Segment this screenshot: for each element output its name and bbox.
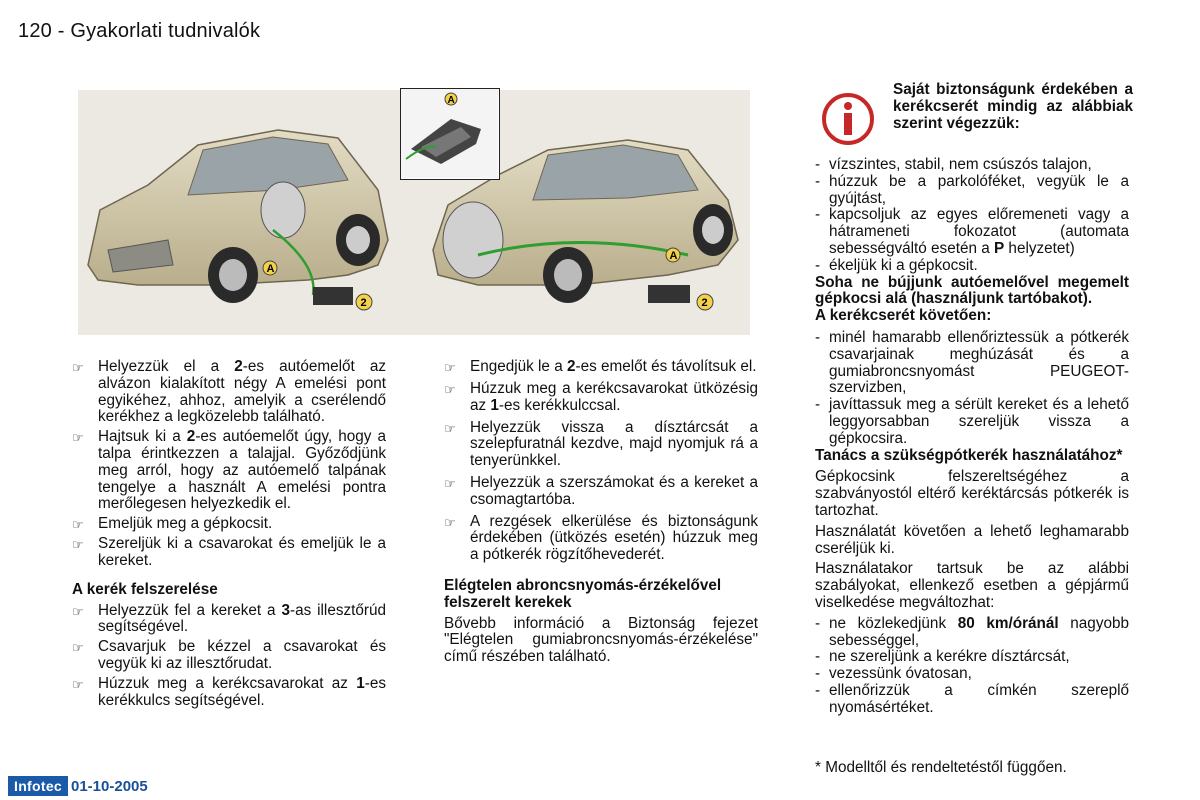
page-title: 120 - Gyakorlati tudnivalók (18, 20, 261, 42)
advice-paragraph: Használatakor tartsuk be az alábbi szabályokat, ellenkező esetben a gépjármű viselkedése megváltozhat: (815, 560, 1129, 611)
bullet-hand-icon: ☞ (72, 430, 84, 446)
print-date: 01-10-2005 (71, 777, 148, 795)
list-item: - kapcsoljuk az egyes előremeneti vagy a hátrameneti fokozatot (automata sebességváltó esetén a P helyzetet) (815, 206, 1129, 257)
section-paragraph: Bővebb információ a Biztonság fejezet "Elégtelen gumiabroncsnyomás-érzékelése" című részében található. (444, 614, 758, 666)
list-item: - ne közlekedjünk 80 km/óránál nagyobb sebességgel, (815, 614, 1129, 649)
bullet-hand-icon: ☞ (72, 640, 84, 656)
bullet-hand-icon: ☞ (72, 360, 84, 375)
bullet-hand-icon: ☞ (72, 603, 84, 619)
list-item: ☞ Helyezzük fel a kereket a 3-as illesztőrúd segítségével. (72, 601, 386, 636)
footnote: * Modelltől és rendeltetéstől függően. (815, 759, 1067, 776)
list-item: ☞ Húzzuk meg a kerékcsavarokat az 1-es kerékkulcs segítségével. (72, 674, 386, 709)
list-item: ☞ Húzzuk meg a kerékcsavarokat ütközésig az 1-es kerékkulccsal. (444, 380, 758, 414)
jack-detail-inset (400, 88, 500, 180)
list-item: - javíttassuk meg a sérült kereket és a lehető leggyorsabban szereljük vissza a gépkocsira. (815, 396, 1129, 447)
list-item: ☞ Szereljük ki a csavarokat és emeljük le a kereket. (72, 535, 386, 569)
no-crawl-warning: Soha ne bújjunk autóemelővel megemelt gépkocsi alá (használjunk tartóbakot). (815, 273, 1129, 308)
list-item: ☞ A rezgések elkerülése és biztonságunk érdekében (ütközés esetén) húzzuk meg a pótkerék rögzítőhevederét. (444, 512, 758, 564)
list-item: ☞ Helyezzük a szerszámokat és a kereket a csomagtartóba. (444, 473, 758, 508)
safety-warning-text: Saját biztonságunk érdekében a kerékcserét mindig az alábbiak szerint végezzük: (893, 81, 1133, 132)
column-2 (444, 359, 758, 670)
bullet-hand-icon: ☞ (444, 360, 456, 375)
list-item: - ellenőrizzük a címkén szereplő nyomásértéket. (815, 681, 1129, 716)
list-item: ☞ Engedjük le a 2-es emelőt és távolítsuk el. (444, 358, 757, 375)
list-item: ☞ Csavarjuk be kézzel a csavarokat és vegyük ki az illesztőrudat. (72, 638, 386, 672)
section-heading: Tanács a szükségpótkerék használatához* (815, 446, 1123, 464)
section-heading: A kerék felszerelése (72, 580, 218, 598)
point-a-label: A (266, 263, 275, 275)
advice-paragraph: Gépkocsink felszereltségéhez a szabványostól eltérő keréktárcsás pótkerék is tartozhat. (815, 468, 1129, 519)
list-item: ☞ Helyezzük vissza a dísztárcsát a szelepfuratnál kezdve, majd nyomjuk rá a tenyerünkkel. (444, 418, 758, 470)
list-item: - húzzuk be a parkolóféket, vegyük le a gyújtást, (815, 172, 1129, 207)
list-item: - ékeljük ki a gépkocsit. (815, 256, 978, 274)
section-heading: A kerékcserét követően: (815, 307, 992, 325)
list-item: - vízszintes, stabil, nem csúszós talajon, (815, 156, 1092, 173)
callout-2-label-right: 2 (701, 297, 708, 309)
section-heading: Elégtelen abroncsnyomás-érzékelővel felszerelt kerekek (444, 576, 722, 611)
list-item: - minél hamarabb ellenőriztessük a pótkerék csavarjainak meghúzását és a gumiabroncsnyomást PEUGEOT-szervizben, (815, 328, 1129, 397)
bullet-hand-icon: ☞ (444, 475, 456, 491)
bullet-hand-icon: ☞ (444, 514, 456, 530)
column-3 (815, 157, 1129, 717)
advice-paragraph: Használatát követően a lehető leghamarabb cseréljük ki. (815, 522, 1129, 557)
callout-2-label-left: 2 (360, 297, 367, 309)
list-item: ☞ Hajtsuk ki a 2-es autóemelőt úgy, hogy a talpa érintkezzen a talajjal. Győződjünk meg arról, hogy az autóemelő talpának tengelye a használt A emelési pontra merőlegesen helyezkedik el. (72, 428, 386, 513)
list-item: - ne szereljünk a kerékre dísztárcsát, (815, 648, 1070, 666)
bullet-hand-icon: ☞ (444, 382, 456, 397)
column-1 (72, 359, 386, 712)
inset-a-label: A (447, 95, 455, 106)
point-a-label-right: A (669, 250, 678, 262)
list-item: - vezessünk óvatosan, (815, 665, 972, 683)
list-item: ☞ Emeljük meg a gépkocsit. (72, 515, 273, 533)
bullet-hand-icon: ☞ (72, 517, 84, 533)
bullet-hand-icon: ☞ (72, 676, 84, 692)
bullet-hand-icon: ☞ (72, 537, 84, 553)
infotec-logo: Infotec (8, 776, 68, 796)
car-left-illustration (88, 130, 388, 305)
bullet-hand-icon: ☞ (444, 420, 456, 436)
page-footer (8, 776, 148, 796)
list-item: ☞ Helyezzük el a 2-es autóemelőt az alvázon kialakított négy A emelési pont egyikéhez, ahhoz, amelyik a cserélendő kerékhez a legközelebb található. (72, 358, 386, 426)
info-icon (819, 90, 877, 148)
